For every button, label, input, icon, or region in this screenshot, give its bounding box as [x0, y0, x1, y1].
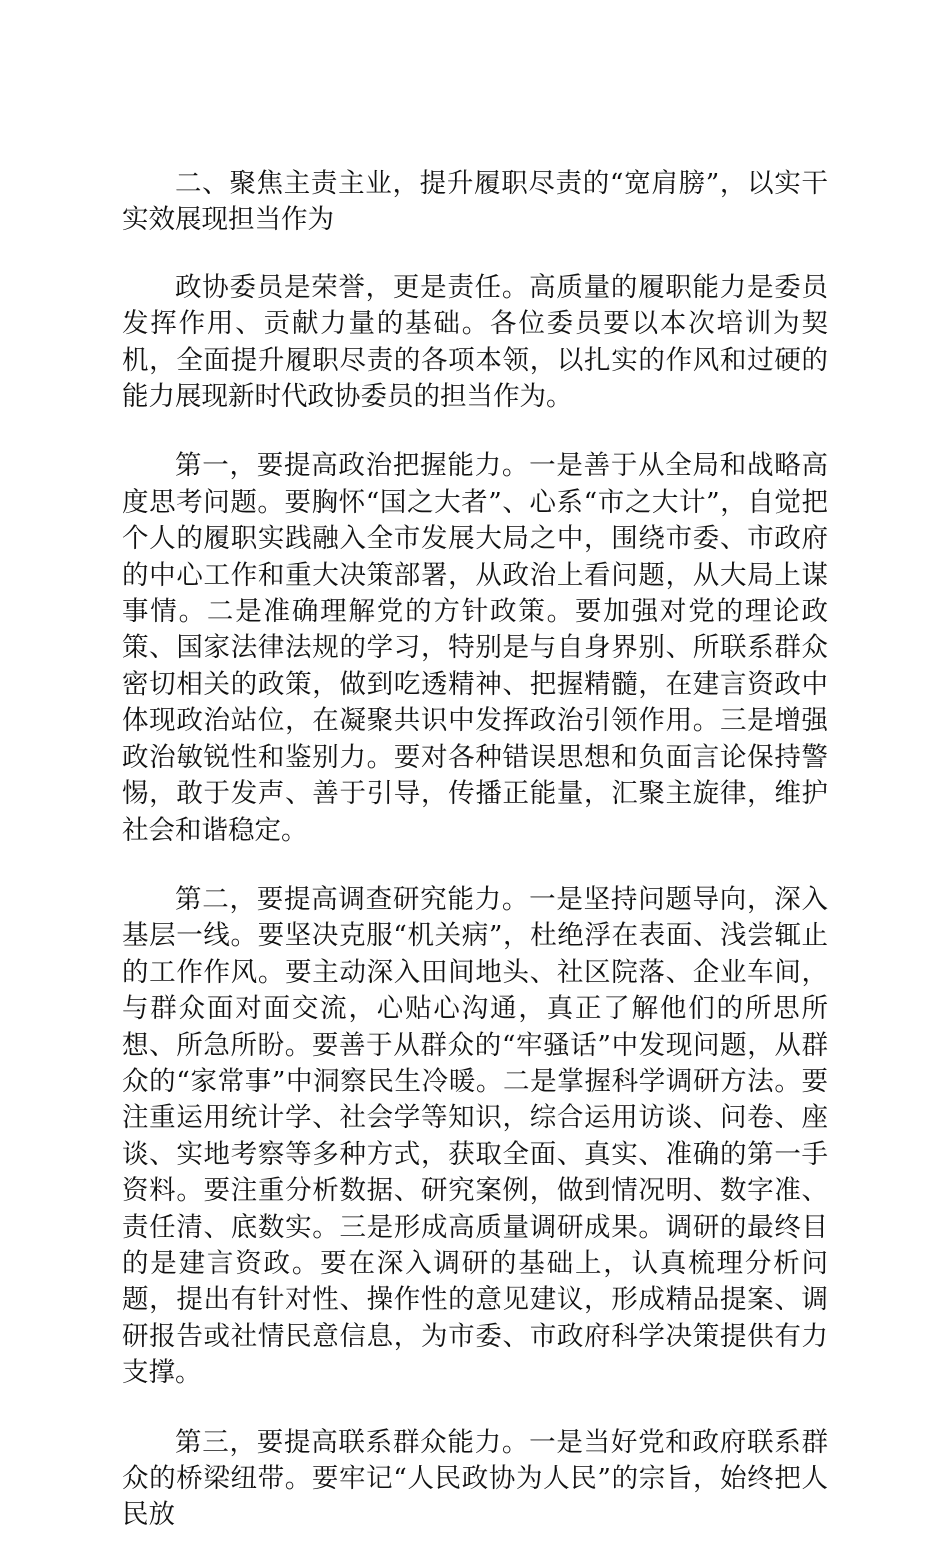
section-heading: 二、聚焦主责主业，提升履职尽责的“宽肩膀”，以实干实效展现担当作为	[122, 168, 828, 236]
paragraph-intro: 政协委员是荣誉，更是责任。高质量的履职能力是委员发挥作用、贡献力量的基础。各位委员要以本次培训为契机，全面提升履职尽责的各项本领，以扎实的作风和过硬的能力展现新时代政协委员的担当作为。	[122, 271, 828, 413]
paragraph-political-ability: 第一，要提高政治把握能力。一是善于从全局和战略高度思考问题。要胸怀“国之大者”、心系“市之大计”，自觉把个人的履职实践融入全市发展大局之中，围绕市委、市政府的中心工作和重大决策部署，从政治上看问题，从大局上谋事情。二是准确理解党的方针政策。要加强对党的理论政策、国家法律法规的学习，特别是与自身界别、所联系群众密切相关的政策，做到吃透精神、把握精髓，在建言资政中体现政治站位，在凝聚共识中发挥政治引领作用。三是增强政治敏锐性和鉴别力。要对各种错误思想和负面言论保持警惕，敢于发声、善于引导，传播正能量，汇聚主旋律，维护社会和谐稳定。	[122, 450, 828, 846]
paragraph-public-connection: 第三，要提高联系群众能力。一是当好党和政府联系群众的桥梁纽带。要牢记“人民政协为人民”的宗旨，始终把人民放	[122, 1426, 828, 1531]
document-body	[122, 166, 828, 1567]
paragraph-research-ability: 第二，要提高调查研究能力。一是坚持问题导向，深入基层一线。要坚决克服“机关病”，杜绝浮在表面、浅尝辄止的工作作风。要主动深入田间地头、社区院落、企业车间，与群众面对面交流，心贴心沟通，真正了解他们的所思所想、所急所盼。要善于从群众的“牢骚话”中发现问题，从群众的“家常事”中洞察民生冷暖。二是掌握科学调研方法。要注重运用统计学、社会学等知识，综合运用访谈、问卷、座谈、实地考察等多种方式，获取全面、真实、准确的第一手资料。要注重分析数据、研究案例，做到情况明、数字准、责任清、底数实。三是形成高质量调研成果。调研的最终目的是建言资政。要在深入调研的基础上，认真梳理分析问题，提出有针对性、操作性的意见建议，形成精品提案、调研报告或社情民意信息，为市委、市政府科学决策提供有力支撑。	[122, 883, 828, 1389]
